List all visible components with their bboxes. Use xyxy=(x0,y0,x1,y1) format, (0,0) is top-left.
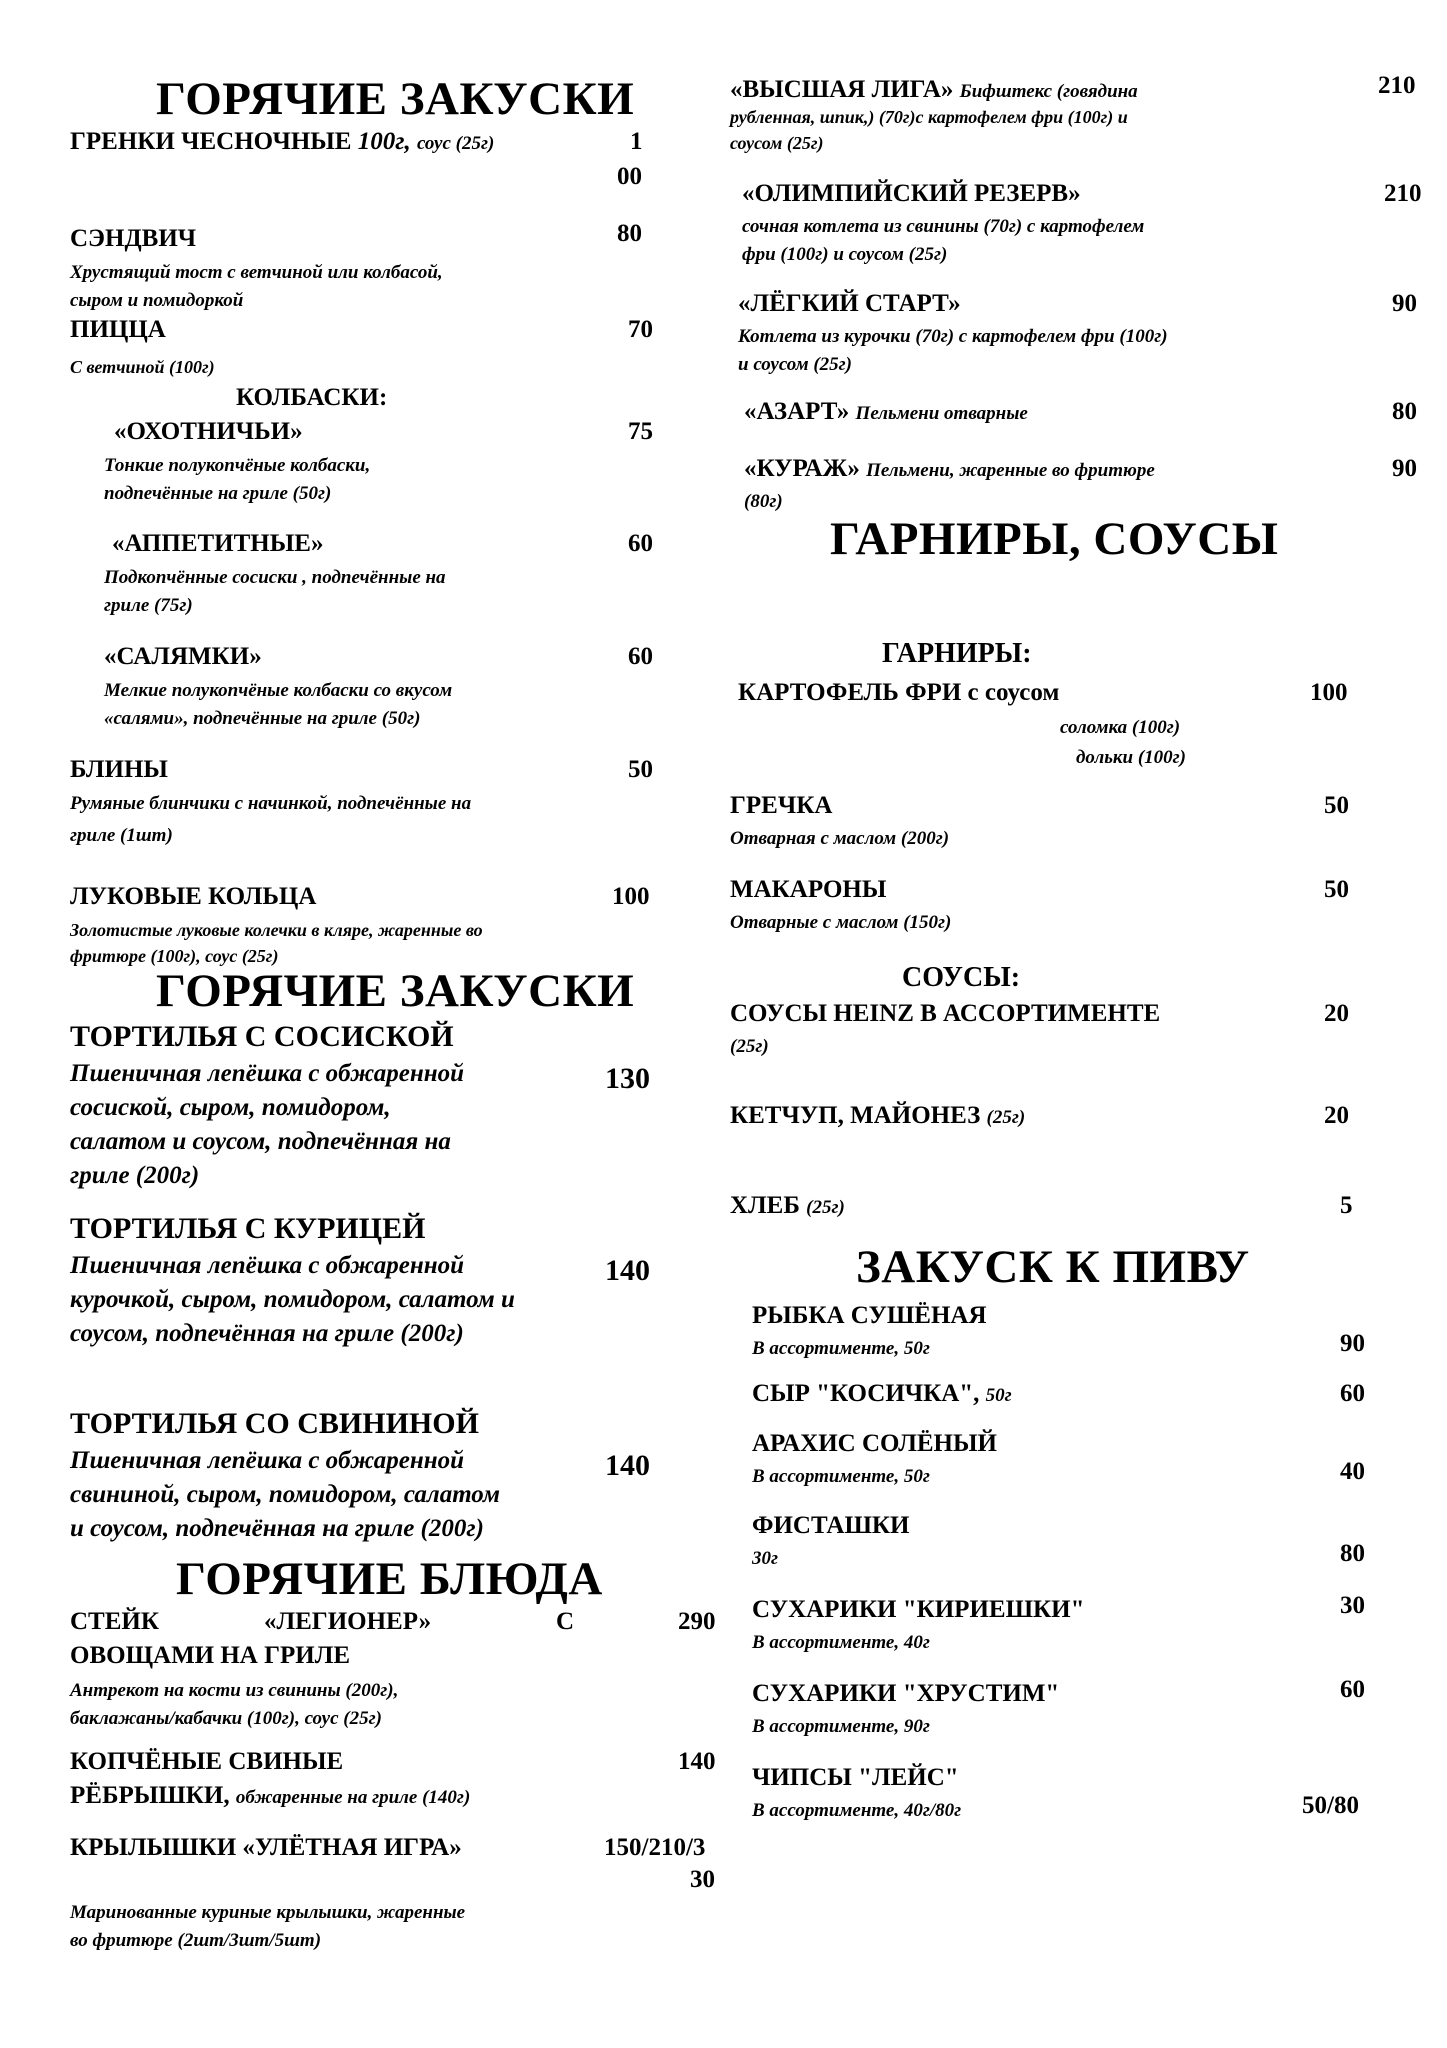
subheading-garniry: ГАРНИРЫ: xyxy=(882,638,1032,669)
item-name-heinz: СОУСЫ HEINZ В АССОРТИМЕНТЕ xyxy=(730,1000,1161,1027)
item-name-azart: «АЗАРТ» Пельмени отварные xyxy=(744,398,1028,425)
item-name-ketchup: КЕТЧУП, МАЙОНЕЗ (25г) xyxy=(730,1102,1026,1129)
section-title-beer-snacks: ЗАКУСК К ПИВУ xyxy=(856,1241,1250,1293)
item-name-appetitnye: «АППЕТИТНЫЕ» xyxy=(112,530,324,557)
item-price-lukovye: 100 xyxy=(612,883,650,910)
item-name-grechka: ГРЕЧКА xyxy=(730,792,833,819)
item-desc-tortilla-pork-1: Пшеничная лепёшка с обжаренной xyxy=(70,1447,465,1474)
item-desc-wings-2: во фритюре (2шт/3шт/5шт) xyxy=(70,1930,322,1951)
item-price-vysshaya-liga: 210 xyxy=(1378,72,1416,99)
item-desc-legkiy-start-1: Котлета из курочки (70г) с картофелем фри (100г) xyxy=(738,326,1168,347)
item-desc-bliny-1: Румяные блинчики с начинкой, подпечённые на xyxy=(70,793,472,814)
section-title-hot-snacks-2: ГОРЯЧИЕ ЗАКУСКИ xyxy=(156,965,635,1017)
item-desc-grechka: Отварная с маслом (200г) xyxy=(730,828,950,849)
item-price-salyamki: 60 xyxy=(628,643,653,670)
item-desc-lays: В ассортименте, 40г/80г xyxy=(752,1800,962,1821)
item-name-steak-w2: «ЛЕГИОНЕР» xyxy=(264,1608,432,1635)
item-price-ketchup: 20 xyxy=(1324,1102,1349,1129)
item-price-tortilla-pork: 140 xyxy=(605,1449,650,1482)
item-desc-bliny-2: гриле (1шт) xyxy=(70,825,173,846)
item-name-wings: КРЫЛЫШКИ «УЛЁТНАЯ ИГРА» xyxy=(70,1834,462,1861)
item-name-fistashki: ФИСТАШКИ xyxy=(752,1512,910,1539)
item-price-grenki: 1 xyxy=(630,128,643,155)
item-name-bliny: БЛИНЫ xyxy=(70,756,168,783)
item-desc-appetitnye-1: Подкопчённые сосиски , подпечённые на xyxy=(104,567,446,588)
item-price-hrustim: 60 xyxy=(1340,1676,1365,1703)
item-desc-tortilla-chicken-3: соусом, подпечённая на гриле (200г) xyxy=(70,1320,464,1347)
item-name-salyamki: «САЛЯМКИ» xyxy=(104,643,262,670)
item-name-ohotnichi: «ОХОТНИЧЬИ» xyxy=(114,418,303,445)
item-name-hleb: ХЛЕБ (25г) xyxy=(730,1192,845,1219)
item-desc-steak-1: Антрекот на кости из свинины (200г), xyxy=(70,1680,399,1701)
item-name-steak-w3: С xyxy=(556,1608,575,1635)
item-desc-tortilla-chicken-1: Пшеничная лепёшка с обжаренной xyxy=(70,1252,465,1279)
item-price-heinz: 20 xyxy=(1324,1000,1349,1027)
item-price-ryba: 90 xyxy=(1340,1330,1365,1357)
item-desc-kirieshki: В ассортименте, 40г xyxy=(752,1632,930,1653)
item-desc-legkiy-start-2: и соусом (25г) xyxy=(738,354,852,375)
item-price-olimp-rezerv: 210 xyxy=(1384,180,1422,207)
item-price-tortilla-sausage: 130 xyxy=(605,1062,650,1095)
item-name-ryba: РЫБКА СУШЁНАЯ xyxy=(752,1302,987,1329)
item-desc-tortilla-pork-3: и соусом, подпечённая на гриле (200г) xyxy=(70,1515,484,1542)
item-price-kirieshki: 30 xyxy=(1340,1592,1365,1619)
item-option-fri-1: соломка (100г) xyxy=(1060,717,1181,738)
item-price-sandwich: 80 xyxy=(617,220,642,247)
item-option-fri-2: дольки (100г) xyxy=(1076,747,1187,768)
item-price-ohotnichi: 75 xyxy=(628,418,653,445)
item-price-grenki-cont: 00 xyxy=(617,163,642,190)
item-name-tortilla-sausage: ТОРТИЛЬЯ С СОСИСКОЙ xyxy=(70,1020,454,1053)
item-desc-ohotnichi-2: подпечённые на гриле (50г) xyxy=(104,483,332,504)
item-desc-makarony: Отварные с маслом (150г) xyxy=(730,912,952,933)
item-desc-tortilla-sausage-3: салатом и соусом, подпечённая на xyxy=(70,1128,451,1155)
item-name-kirieshki: СУХАРИКИ "КИРИЕШКИ" xyxy=(752,1596,1085,1623)
item-price-ribs: 140 xyxy=(678,1748,716,1775)
section-title-hot-snacks: ГОРЯЧИЕ ЗАКУСКИ xyxy=(156,73,635,125)
item-desc-sandwich-2: сыром и помидоркой xyxy=(70,290,244,311)
item-name-grenki: ГРЕНКИ ЧЕСНОЧНЫЕ 100г, соус (25г) xyxy=(70,128,495,155)
item-name-steak-line2: ОВОЩАМИ НА ГРИЛЕ xyxy=(70,1642,351,1669)
item-price-arahis: 40 xyxy=(1340,1458,1365,1485)
subheading-sousy: СОУСЫ: xyxy=(902,962,1021,993)
item-name-tortilla-chicken: ТОРТИЛЬЯ С КУРИЦЕЙ xyxy=(70,1212,426,1245)
item-desc-lukovye-2: фритюре (100г), соус (25г) xyxy=(70,946,279,966)
item-desc-lukovye-1: Золотистые луковые колечки в кляре, жаренные во xyxy=(70,920,483,940)
item-price-fistashki: 80 xyxy=(1340,1540,1365,1567)
item-price-bliny: 50 xyxy=(628,756,653,783)
item-desc-salyamki-1: Мелкие полукопчёные колбаски со вкусом xyxy=(104,680,453,701)
item-desc-olimp-rezerv-1: сочная котлета из свинины (70г) с картофелем xyxy=(742,216,1145,237)
subheading-kolbaski: КОЛБАСКИ: xyxy=(236,384,388,411)
item-name-pizza: ПИЦЦА xyxy=(70,316,166,343)
item-name-ribs-1: КОПЧЁНЫЕ СВИНЫЕ xyxy=(70,1748,344,1775)
item-price-wings-cont: 30 xyxy=(690,1866,715,1893)
item-desc-tortilla-sausage-1: Пшеничная лепёшка с обжаренной xyxy=(70,1060,465,1087)
item-name-olimp-rezerv: «ОЛИМПИЙСКИЙ РЕЗЕРВ» xyxy=(742,180,1081,207)
item-name-steak-w1: СТЕЙК xyxy=(70,1608,159,1635)
item-name-lays: ЧИПСЫ "ЛЕЙС" xyxy=(752,1764,959,1791)
item-name-kurazh: «КУРАЖ» Пельмени, жаренные во фритюре xyxy=(744,455,1155,482)
item-desc-tortilla-pork-2: свининой, сыром, помидором, салатом xyxy=(70,1481,500,1508)
item-desc-vysshaya-liga-3: соусом (25г) xyxy=(730,133,824,153)
item-name-makarony: МАКАРОНЫ xyxy=(730,876,887,903)
section-title-garnish-sauces: ГАРНИРЫ, СОУСЫ xyxy=(830,513,1279,565)
item-desc-salyamki-2: «салями», подпечённые на гриле (50г) xyxy=(104,708,421,729)
item-desc-hrustim: В ассортименте, 90г xyxy=(752,1716,930,1737)
item-price-makarony: 50 xyxy=(1324,876,1349,903)
item-price-hleb: 5 xyxy=(1340,1192,1353,1219)
item-price-fri: 100 xyxy=(1310,679,1348,706)
item-price-wings: 150/210/3 xyxy=(604,1834,706,1861)
item-desc-olimp-rezerv-2: фри (100г) и соусом (25г) xyxy=(742,244,948,265)
item-name-ribs-2: РЁБРЫШКИ, обжаренные на гриле (140г) xyxy=(70,1782,471,1809)
item-desc-ohotnichi-1: Тонкие полукопчёные колбаски, xyxy=(104,455,371,476)
item-desc-steak-2: баклажаны/кабачки (100г), соус (25г) xyxy=(70,1708,382,1729)
item-desc-vysshaya-liga-2: рубленная, шпик,) (70г)с картофелем фри (100г) и xyxy=(730,107,1128,127)
item-desc-wings-1: Маринованные куриные крылышки, жаренные xyxy=(70,1902,466,1923)
item-name-lukovye: ЛУКОВЫЕ КОЛЬЦА xyxy=(70,883,317,910)
item-desc-tortilla-sausage-4: гриле (200г) xyxy=(70,1162,200,1189)
item-desc-appetitnye-2: гриле (75г) xyxy=(104,595,193,616)
item-price-kurazh: 90 xyxy=(1392,455,1417,482)
item-desc-tortilla-sausage-2: сосиской, сыром, помидором, xyxy=(70,1094,391,1121)
item-name-syr: СЫР "КОСИЧКА", 50г xyxy=(752,1380,1012,1407)
item-price-appetitnye: 60 xyxy=(628,530,653,557)
item-price-syr: 60 xyxy=(1340,1380,1365,1407)
item-desc-sandwich-1: Хрустящий тост с ветчиной или колбасой, xyxy=(70,262,443,283)
item-name-hrustim: СУХАРИКИ "ХРУСТИМ" xyxy=(752,1680,1060,1707)
item-price-tortilla-chicken: 140 xyxy=(605,1254,650,1287)
item-name-vysshaya-liga: «ВЫСШАЯ ЛИГА» Бифштекс (говядина xyxy=(730,76,1138,103)
item-desc-arahis: В ассортименте, 50г xyxy=(752,1466,930,1487)
item-name-fri: КАРТОФЕЛЬ ФРИ с соусом xyxy=(738,679,1060,706)
item-desc-pizza: С ветчиной (100г) xyxy=(70,357,215,377)
item-name-sandwich: СЭНДВИЧ xyxy=(70,225,197,252)
item-price-lays: 50/80 xyxy=(1302,1792,1359,1819)
item-desc-kurazh-2: (80г) xyxy=(744,491,783,512)
item-desc-heinz: (25г) xyxy=(730,1036,769,1057)
item-price-steak: 290 xyxy=(678,1608,716,1635)
item-name-legkiy-start: «ЛЁГКИЙ СТАРТ» xyxy=(738,290,961,317)
item-desc-fistashki: 30г xyxy=(752,1548,779,1569)
item-name-tortilla-pork: ТОРТИЛЬЯ СО СВИНИНОЙ xyxy=(70,1407,479,1440)
item-price-grechka: 50 xyxy=(1324,792,1349,819)
item-price-pizza: 70 xyxy=(628,316,653,343)
item-price-azart: 80 xyxy=(1392,398,1417,425)
item-price-legkiy-start: 90 xyxy=(1392,290,1417,317)
item-name-arahis: АРАХИС СОЛЁНЫЙ xyxy=(752,1430,997,1457)
item-desc-tortilla-chicken-2: курочкой, сыром, помидором, салатом и xyxy=(70,1286,515,1313)
section-title-hot-dishes: ГОРЯЧИЕ БЛЮДА xyxy=(176,1553,603,1605)
item-desc-ryba: В ассортименте, 50г xyxy=(752,1338,930,1359)
